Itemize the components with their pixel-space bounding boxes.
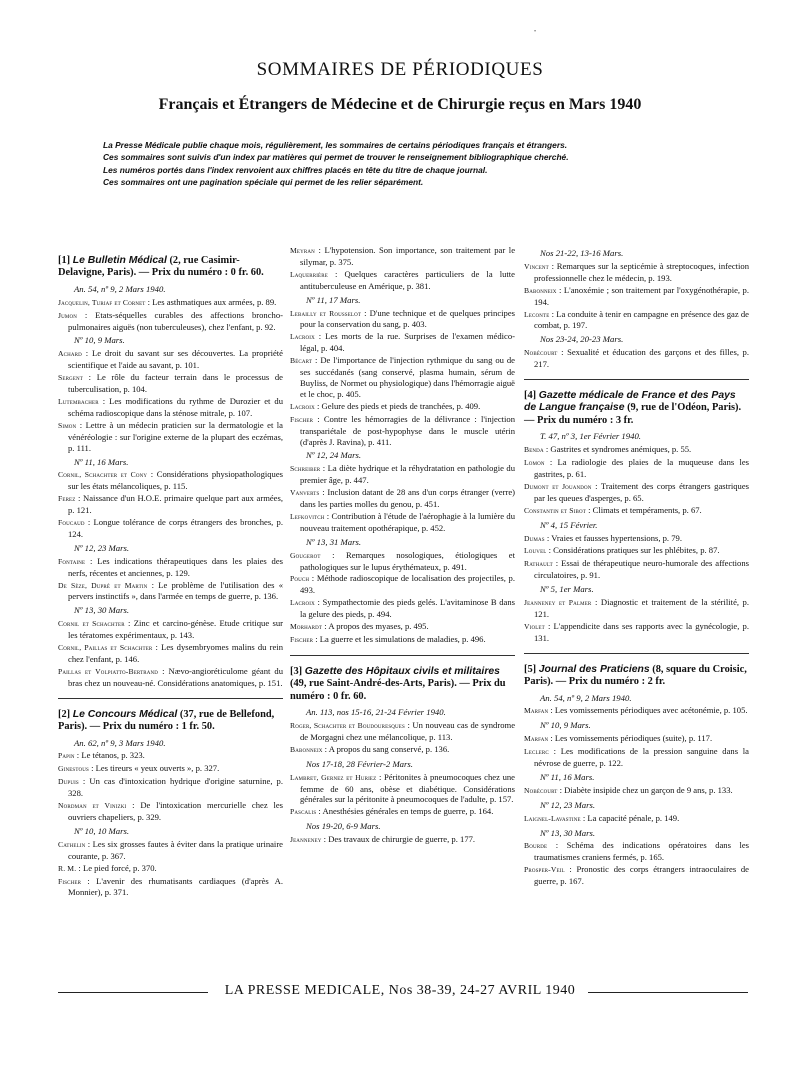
article-author: Marfan (524, 706, 549, 716)
article-author: Lefkovitch (290, 511, 325, 521)
article-author: Prosper-Veil (524, 865, 565, 875)
article-author: Dupuis (58, 777, 79, 787)
article-title: Les indications thérapeutiques dans les plaies des nerfs, récentes et anciennes, p. 129. (68, 555, 284, 578)
journal-number: [4] (524, 390, 537, 402)
article-author: Bécart (290, 356, 313, 366)
article-entry: Constantin et Sibot : Climats et tempéraments, p. 67. (524, 504, 702, 515)
article-title: De l'intoxication mercurielle chez les ouvriers chapeliers, p. 329. (68, 800, 284, 822)
article-title: Les modifications du rythme de Durozier et du schéma radioscopique dans la sténose mitrale, p. 107. (68, 395, 284, 418)
article-author: Schreiber (290, 464, 321, 474)
article-author: Bourde (524, 841, 548, 851)
article-author: Lacroix (290, 598, 315, 608)
journal-number: [1] (58, 255, 71, 266)
journal-address: (49, rue Saint-André-des-Arts, Paris). — Prix du numéro : 0 fr. 60. (290, 678, 506, 702)
article-entry: Sergent : Le rôle du facteur terrain dans le processus de tuberculisation, p. 104. (58, 372, 284, 395)
issue-number: Nº 13, 31 Mars. (306, 536, 362, 547)
article-title: La diète hydrique et la réhydratation en pathologie du premier âge, p. 447. (300, 463, 516, 486)
issue-number: An. 113, nos 15-16, 21-24 Février 1940. (306, 707, 446, 718)
article-author: Nobécourt (524, 785, 558, 795)
article-entry: Fontaine : Les indications thérapeutiques dans les plaies des nerfs, récentes et anciennes, p. 129. (58, 555, 284, 578)
article-author: Fischer (290, 414, 314, 424)
article-author: Pouch (290, 574, 310, 584)
article-title: Contre les hémorragies de la délivrance : l'injection transpariétale de post-hypophyse dans le muscle utérin (d'après J. Ravina), p. 411. (300, 413, 515, 447)
article-author: Cornil, Schachter et Cony (58, 470, 148, 480)
journal-number: [3] (290, 665, 303, 677)
article-title: Péritonites à pneumocoques chez une femme de 60 ans, obèse et diabétique. Considérations générales sur la péritonite à pneumocoques de l'adulte, p. 157. (300, 771, 515, 805)
article-entry: Papin : Le tétanos, p. 323. (58, 750, 145, 761)
article-title: A propos des myases, p. 495. (328, 621, 429, 632)
article-entry: Cornil, Schachter et Cony : Considérations physiopathologiques sur les états mélancoliques, p. 115. (58, 469, 284, 492)
article-author: Meyran (290, 246, 315, 255)
article-author: Ginestous (58, 764, 89, 774)
article-entry: Cornil et Schachter : Zinc et carcino-génèse. Etude critique sur les tératomes expérimentaux, p. 143. (58, 618, 284, 641)
intro-line: Ces sommaires ont une pagination spéciale qui permet de les relier séparément. (103, 177, 424, 188)
intro-line: Ces sommaires sont suivis d'un index par matières qui permet de trouver le renseignement bibliographique cherché. (103, 152, 569, 163)
article-title: Les tireurs « yeux ouverts », p. 327. (95, 763, 220, 774)
journal-address: (8, square du Croisic, Paris). — Prix du numéro : 2 fr. (524, 663, 747, 688)
article-entry: Simon : Lettre à un médecin praticien sur la dermatologie et la vénéréologie : sur l'origine externe de la plupart des eczémas, p. 111. (58, 419, 283, 453)
issue-number: Nº 13, 30 Mars. (540, 827, 596, 838)
article-title: Traitement des corps étrangers gastriques par les queues d'asperges, p. 65. (534, 480, 750, 503)
article-entry: Nobécourt : Diabète insipide chez un garçon de 9 ans, p. 133. (524, 784, 733, 795)
article-title: Essai de thérapeutique neuro-humorale des affections circulatoires, p. 91. (534, 558, 749, 581)
issue-number: Nº 4, 15 Février. (540, 519, 598, 530)
section-divider (524, 379, 749, 380)
issue-number: Nº 12, 23 Mars. (74, 542, 130, 553)
article-title: Le tétanos, p. 323. (81, 750, 145, 761)
journal-address: (2, rue Casimir-Delavigne, Paris). — Prix du numéro : 0 fr. 60. (58, 255, 264, 279)
journal-heading (290, 666, 515, 703)
journal-name: Gazette médicale de France et des Pays de Langue française (524, 390, 736, 414)
article-entry: Pascalis : Anesthésies générales en temps de guerre, p. 164. (290, 806, 494, 817)
article-title: Inclusion datant de 28 ans d'un corps étranger (verre) dans les parties molles du genou, p. 451. (300, 487, 516, 510)
article-entry: Meyran : L'hypotension. Son importance, son traitement par le silymar, p. 375. (290, 245, 516, 267)
article-author: Leclerc (524, 747, 549, 757)
issue-number: Nº 11, 16 Mars. (540, 771, 595, 782)
article-entry: Fischer : La guerre et les simulations de maladies, p. 496. (290, 634, 486, 644)
article-entry: Achard : Le droit du savant sur ses découvertes. La propriété scientifique et l'aide au savant, p. 101. (58, 348, 283, 371)
article-author: Lutembacher (58, 396, 99, 406)
article-entry: Bécart : De l'importance de l'injection rythmique du sang ou de ses succédanés (sang conservé, plasma humain, sérum de Buyliss, de Normet ou physiologique) dans l'hémorragie aiguë et le choc, p. 405. (290, 355, 515, 399)
article-title: Zinc et carcino-génèse. Etude critique sur les tératomes expérimentaux, p. 143. (68, 618, 284, 641)
speck-mark: • (534, 29, 537, 35)
intro-paragraph (103, 139, 703, 189)
article-title: Quelques caractères particuliers de la lutte antituberculeuse en Amérique, p. 381. (300, 268, 515, 291)
section-divider (58, 698, 283, 699)
article-title: Le droit du savant sur ses découvertes. La propriété scientifique et l'aide au savant, p. 101. (68, 348, 283, 371)
article-entry: Babonneix : L'anoxémie ; son traitement par l'oxygénothérapie, p. 194. (524, 284, 749, 307)
article-author: Cornil et Schachter (58, 619, 125, 629)
article-title: Le rôle du facteur terrain dans le processus de tuberculisation, p. 104. (68, 372, 284, 395)
article-entry: Lebailly et Rousselot : D'une technique et de quelques principes pour la conservation du sang, p. 403. (290, 307, 515, 330)
issue-number: An. 54, nº 9, 2 Mars 1940. (74, 283, 166, 294)
intro-line: La Presse Médicale publie chaque mois, régulièrement, les sommaires de certains périodiques français et étrangers. (103, 140, 568, 150)
article-author: Fontaine (58, 556, 86, 566)
article-entry: Roger, Schachter et Boudouresques : Un nouveau cas de syndrome de Morgagni chez une mélancolique, p. 113. (290, 720, 516, 742)
journal-heading (524, 390, 749, 427)
article-author: Cornil, Paillas et Schachter (58, 643, 153, 653)
issue-number: Nº 11, 16 Mars. (74, 456, 129, 467)
article-entry: Morhardt : A propos des myases, p. 495. (290, 621, 429, 632)
article-author: Simon (58, 420, 77, 430)
article-author: Lacroix (290, 401, 315, 411)
article-entry: Dumas : Vraies et fausses hypertensions, p. 79. (524, 532, 682, 543)
article-author: De Sèze, Dupré et Martin (58, 580, 148, 590)
article-title: Vraies et fausses hypertensions, p. 79. (551, 532, 682, 543)
journal-heading (524, 664, 749, 689)
article-entry: Benda : Gastrites et syndromes anémiques, p. 55. (524, 444, 692, 455)
article-author: Ferez (58, 494, 76, 504)
article-author: Gougerot (290, 550, 321, 560)
article-author: Dumas (524, 533, 545, 543)
issue-number: An. 54, nº 9, 2 Mars 1940. (540, 692, 632, 703)
article-entry: Violet : L'appendicite dans ses rapports avec la gynécologie, p. 131. (524, 620, 749, 643)
article-author: Morhardt (290, 622, 323, 632)
article-title: Etats-séquelles curables des affections broncho-pulmonaires aiguës (non tuberculeuses), chez l'enfant, p. 92. (68, 309, 283, 332)
article-author: Jacquelin, Turiaf et Cornet (58, 297, 146, 307)
article-author: Pascalis (290, 807, 317, 817)
issue-number: Nº 10, 10 Mars. (74, 825, 130, 836)
journal-address: (37, rue de Bellefond, Paris). — Prix du numéro : 1 fr. 50. (58, 708, 275, 733)
article-title: Les vomissements périodiques (suite), p. 117. (554, 733, 713, 744)
article-author: Papin (58, 751, 75, 761)
article-author: Fischer (290, 635, 314, 644)
article-title: Gelure des pieds et pieds de tranchées, p. 409. (321, 400, 481, 411)
article-entry: Cathelin : Les six grosses fautes à éviter dans la pratique urinaire courante, p. 367. (58, 838, 284, 861)
article-entry: Leconte : La conduite à tenir en campagne en présence des gaz de combat, p. 197. (524, 308, 749, 331)
article-entry: Vanverts : Inclusion datant de 28 ans d'un corps étranger (verre) dans les parties molles du genou, p. 451. (290, 487, 516, 510)
article-author: Dumont et Jouandon (524, 481, 592, 491)
article-title: Nævo-angioréticulome géant du bras chez un nouveau-né. Considérations anatomiques, p. 151. (68, 665, 284, 688)
journal-number: [5] (524, 663, 537, 675)
issue-number: Nº 5, 1er Mars. (540, 584, 594, 595)
article-author: Nobécourt (524, 348, 558, 358)
article-title: L'appendicite dans ses rapports avec la gynécologie, p. 131. (534, 620, 749, 643)
article-author: Fischer (58, 876, 82, 886)
article-entry: Babonneix : A propos du sang conservé, p. 136. (290, 743, 450, 754)
page-footer (0, 983, 800, 1003)
article-entry: Ginestous : Les tireurs « yeux ouverts », p. 327. (58, 763, 220, 774)
issue-number: Nos 17-18, 28 Février-2 Mars. (306, 758, 413, 769)
article-author: Laignel-Lavastine (524, 813, 581, 823)
page-title: SOMMAIRES DE PÉRIODIQUES (256, 59, 544, 80)
article-title: Gastrites et syndromes anémiques, p. 55. (550, 444, 692, 455)
article-author: Paillas et Volpiatto-Bertrand (58, 666, 159, 676)
article-title: Lettre à un médecin praticien sur la dermatologie et la vénéréologie : sur l'origine externe de la plupart des eczémas, p. 111. (68, 419, 283, 453)
article-entry: Dumont et Jouandon : Traitement des corps étrangers gastriques par les queues d'asperges, p. 65. (524, 480, 750, 503)
article-entry: Lacroix : Gelure des pieds et pieds de tranchées, p. 409. (290, 400, 481, 411)
issue-number: Nº 11, 17 Mars. (306, 294, 361, 305)
article-title: Schéma des indications opératoires dans les traumatismes craniens fermés, p. 165. (534, 840, 750, 863)
article-author: R. M. (58, 863, 77, 873)
article-title: Les asthmatiques aux armées, p. 89. (152, 296, 277, 307)
page-subtitle: Français et Étrangers de Médecine et de Chirurgie reçus en Mars 1940 (158, 96, 642, 113)
issue-number: Nos 21-22, 13-16 Mars. (540, 248, 624, 258)
article-title: Les vomissements périodiques avec acétonémie, p. 105. (554, 705, 748, 716)
article-author: Jeanneney et Palmer (524, 598, 592, 608)
article-author: Lambret, Gernez et Huriez (290, 772, 377, 782)
article-title: Considérations pratiques sur les phlébites, p. 87. (553, 545, 720, 556)
article-title: La conduite à tenir en campagne en présence des gaz de combat, p. 197. (534, 308, 749, 331)
article-entry: Lacroix : Les morts de la rue. Surprises de l'examen médico-légal, p. 404. (290, 331, 515, 354)
article-author: Roger, Schachter et Boudouresques (290, 721, 405, 731)
article-author: Benda (524, 445, 544, 455)
section-divider (524, 653, 749, 654)
article-author: Foucaud (58, 518, 85, 528)
article-entry: Lutembacher : Les modifications du rythme de Durozier et du schéma radioscopique dans la sténose mitrale, p. 107. (58, 395, 284, 418)
article-entry: Laignel-Lavastine : La capacité pénale, p. 149. (524, 812, 680, 823)
article-title: Considérations physiopathologiques sur les états mélancoliques, p. 115. (68, 469, 284, 492)
journal-number: [2] (58, 708, 71, 720)
article-entry: Leclerc : Les modifications de la pression sanguine dans la névrose de guerre, p. 122. (524, 746, 749, 769)
journal-name: Le Bulletin Médical (72, 255, 167, 266)
article-entry: Jeanneney et Palmer : Diagnostic et traitement de la stérilité, p. 121. (524, 597, 750, 619)
article-title: Les morts de la rue. Surprises de l'examen médico-légal, p. 404. (300, 331, 515, 354)
article-title: Longue tolérance de corps étrangers des bronches, p. 124. (68, 517, 283, 539)
article-title: La capacité pénale, p. 149. (587, 812, 680, 823)
article-title: La guerre et les simulations de maladies, p. 496. (319, 634, 486, 644)
article-author: Sergent (58, 373, 83, 383)
article-title: Sexualité et éducation des garçons et des filles, p. 217. (534, 347, 750, 370)
issue-number: Nº 10, 9 Mars. (74, 335, 125, 346)
article-title: La radiologie des plaies de la muqueuse dans les gastrites, p. 61. (534, 457, 749, 479)
journal-address: (9, rue de l'Odéon, Paris). — Prix du numéro : 3 fr. (524, 402, 742, 426)
section-divider (290, 655, 515, 656)
article-title: Un cas d'intoxication hydrique d'origine saturnine, p. 328. (68, 776, 283, 799)
article-title: Diabète insipide chez un garçon de 9 ans, p. 133. (564, 784, 733, 795)
article-entry: Louvel : Considérations pratiques sur les phlébites, p. 87. (524, 545, 720, 556)
article-title: Un nouveau cas de syndrome de Morgagni chez une mélancolique, p. 113. (300, 720, 516, 742)
article-author: Babonneix (524, 285, 557, 295)
footer-text: LA PRESSE MEDICALE, Nos 38-39, 24-27 AVRIL 1940 (219, 983, 582, 998)
article-author: Violet (524, 621, 545, 631)
article-entry: Rathault : Essai de thérapeutique neuro-humorale des affections circulatoires, p. 91. (524, 558, 749, 581)
column-3 (524, 245, 749, 888)
issue-number: Nº 10, 9 Mars. (540, 720, 591, 731)
article-entry: Vincent : Remarques sur la septicémie à streptocoques, infection professionnelle chez le médecin, p. 193. (524, 260, 749, 283)
article-title: Remarques nosologiques, étiologiques et pathologiques sur le lupus érythémateux, p. 491. (300, 549, 515, 572)
journal-heading (58, 255, 283, 280)
article-entry: Jumon : Etats-séquelles curables des affections broncho-pulmonaires aiguës (non tuberculeuses), chez l'enfant, p. 92. (58, 309, 283, 332)
article-title: Le problème de l'utilisation des « pervers instinctifs », dans l'armée en temps de guerre, p. 136. (68, 579, 283, 602)
article-author: Louvel (524, 546, 547, 556)
article-entry: Lomon : La radiologie des plaies de la muqueuse dans les gastrites, p. 61. (524, 457, 749, 479)
article-title: Naissance d'un H.O.E. primaire quelque part aux armées, p. 121. (68, 493, 283, 516)
article-title: L'anoxémie ; son traitement par l'oxygénothérapie, p. 194. (534, 284, 749, 307)
article-entry: Fischer : L'avenir des rhumatisants cardiaques (d'après A. Monnier), p. 371. (58, 875, 283, 898)
article-author: Vincent (524, 261, 549, 271)
article-author: Constantin et Sibot (524, 505, 586, 515)
article-entry: Marfan : Les vomissements périodiques (suite), p. 117. (524, 733, 713, 744)
article-entry: Cornil, Paillas et Schachter : Les dysembryomes malins du rein chez l'enfant, p. 146. (58, 642, 283, 664)
article-author: Lacroix (290, 332, 315, 342)
article-title: Pronostic des corps étrangers intraoculaires de guerre, p. 167. (534, 864, 749, 887)
article-entry: Lacroix : Sympathectomie des pieds gelés. L'avitaminose B dans la gelure des pieds, p. 494. (290, 597, 516, 620)
article-author: Rathault (524, 559, 553, 569)
article-author: Jeanneney (290, 835, 322, 845)
intro-line: Les numéros portés dans l'index renvoient aux chiffres placés en tête du titre de chaque journal. (103, 164, 488, 175)
article-title: Les modifications de la pression sanguine dans la névrose de guerre, p. 122. (534, 746, 749, 769)
article-author: Babonneix (290, 744, 323, 754)
article-title: Méthode radioscopique de localisation des projectiles, p. 493. (300, 573, 515, 596)
issue-number: An. 62, nº 9, 3 Mars 1940. (74, 737, 166, 748)
issue-number: Nos 23-24, 20-23 Mars. (540, 334, 624, 345)
article-title: Anesthésies générales en temps de guerre, p. 164. (322, 806, 494, 817)
journal-name: Journal des Praticiens (538, 663, 650, 675)
article-title: Les six grosses fautes à éviter dans la pratique urinaire courante, p. 367. (68, 838, 284, 861)
issue-number: Nº 13, 30 Mars. (74, 605, 130, 616)
article-entry: Jacquelin, Turiaf et Cornet : Les asthmatiques aux armées, p. 89. (58, 296, 277, 307)
article-entry: Gougerot : Remarques nosologiques, étiologiques et pathologiques sur le lupus érythémateux, p. 491. (290, 549, 515, 572)
article-entry: Bourde : Schéma des indications opératoires dans les traumatismes craniens fermés, p. 165. (524, 840, 750, 863)
article-entry: Foucaud : Longue tolérance de corps étrangers des bronches, p. 124. (58, 517, 283, 539)
article-entry: Jeanneney : Des travaux de chirurgie de guerre, p. 177. (290, 834, 476, 845)
article-title: D'une technique et de quelques principes pour la conservation du sang, p. 403. (300, 307, 515, 330)
article-entry: Schreiber : La diète hydrique et la réhydratation en pathologie du premier âge, p. 447. (290, 463, 516, 486)
journal-name: Le Concours Médical (72, 708, 178, 720)
article-title: Contribution à l'étude de l'aérophagie à la lumière du nouveau traitement opothérapique, p. 452. (300, 510, 516, 533)
article-entry: Fischer : Contre les hémorragies de la délivrance : l'injection transpariétale de post-hypophyse dans le muscle utérin (d'après J. Ravina), p. 411. (290, 413, 515, 447)
article-author: Leconte (524, 309, 550, 319)
article-title: L'hypotension. Son importance, son traitement par le silymar, p. 375. (300, 245, 516, 267)
article-title: Remarques sur la septicémie à streptocoques, infection professionnelle chez le médecin, p. 193. (534, 260, 749, 283)
article-title: Les dysembryomes malins du rein chez l'enfant, p. 146. (68, 642, 283, 664)
article-title: Le pied forcé, p. 370. (82, 862, 157, 873)
article-entry: Paillas et Volpiatto-Bertrand : Nævo-angioréticulome géant du bras chez un nouveau-né. Considérations anatomiques, p. 151. (58, 665, 284, 688)
article-author: Jumon (58, 310, 77, 320)
article-entry: Lambret, Gernez et Huriez : Péritonites à pneumocoques chez une femme de 60 ans, obèse et diabétique. Considérations générales sur la péritonite à pneumocoques de l'adulte, p. 157. (290, 771, 515, 805)
article-title: Climats et tempéraments, p. 67. (592, 504, 702, 515)
article-title: De l'importance de l'injection rythmique du sang ou de ses succédanés (sang conservé, plasma humain, sérum de Buyliss, de Normet ou physiologique) dans l'hémorragie aiguë et le choc, p. 405. (300, 355, 515, 399)
article-entry: De Sèze, Dupré et Martin : Le problème de l'utilisation des « pervers instinctifs », dans l'armée en temps de guerre, p. 136. (58, 579, 283, 602)
column-2 (290, 245, 515, 847)
article-title: A propos du sang conservé, p. 136. (328, 743, 450, 754)
journal-heading (58, 709, 283, 734)
article-author: Vanverts (290, 488, 320, 498)
issue-number: Nº 12, 24 Mars. (306, 450, 362, 461)
article-title: Des travaux de chirurgie de guerre, p. 177. (328, 834, 476, 845)
article-entry: Lefkovitch : Contribution à l'étude de l'aérophagie à la lumière du nouveau traitement opothérapique, p. 452. (290, 510, 516, 533)
article-entry: Nobécourt : Sexualité et éducation des garçons et des filles, p. 217. (524, 347, 750, 370)
article-entry: Ferez : Naissance d'un H.O.E. primaire quelque part aux armées, p. 121. (58, 493, 283, 516)
article-title: Diagnostic et traitement de la stérilité, p. 121. (534, 597, 750, 619)
article-author: Achard (58, 349, 82, 359)
article-entry: Nordman et Vinizki : De l'intoxication mercurielle chez les ouvriers chapeliers, p. 329. (58, 800, 284, 822)
issue-number: T. 47, nº 3, 1er Février 1940. (540, 431, 641, 442)
article-author: Laquerrière (290, 269, 328, 279)
article-entry: Dupuis : Un cas d'intoxication hydrique d'origine saturnine, p. 328. (58, 776, 283, 799)
column-1 (58, 245, 283, 899)
article-author: Lomon (524, 458, 545, 468)
article-author: Nordman et Vinizki (58, 801, 127, 811)
issue-number: Nos 19-20, 6-9 Mars. (306, 821, 381, 832)
article-entry: Marfan : Les vomissements périodiques avec acétonémie, p. 105. (524, 705, 748, 716)
article-title: Sympathectomie des pieds gelés. L'avitaminose B dans la gelure des pieds, p. 494. (300, 597, 516, 620)
issue-number: Nº 12, 23 Mars. (540, 799, 596, 810)
article-author: Marfan (524, 734, 549, 744)
article-author: Lebailly et Rousselot (290, 308, 362, 318)
article-author: Cathelin (58, 839, 86, 849)
article-entry: Prosper-Veil : Pronostic des corps étrangers intraoculaires de guerre, p. 167. (524, 864, 749, 887)
article-entry: R. M. : Le pied forcé, p. 370. (58, 862, 157, 873)
article-title: L'avenir des rhumatisants cardiaques (d'après A. Monnier), p. 371. (68, 875, 283, 898)
article-entry: Laquerrière : Quelques caractères particuliers de la lutte antituberculeuse en Amérique, p. 381. (290, 268, 515, 291)
journal-name: Gazette des Hôpitaux civils et militaires (304, 665, 500, 677)
article-entry: Pouch : Méthode radioscopique de localisation des projectiles, p. 493. (290, 573, 515, 596)
